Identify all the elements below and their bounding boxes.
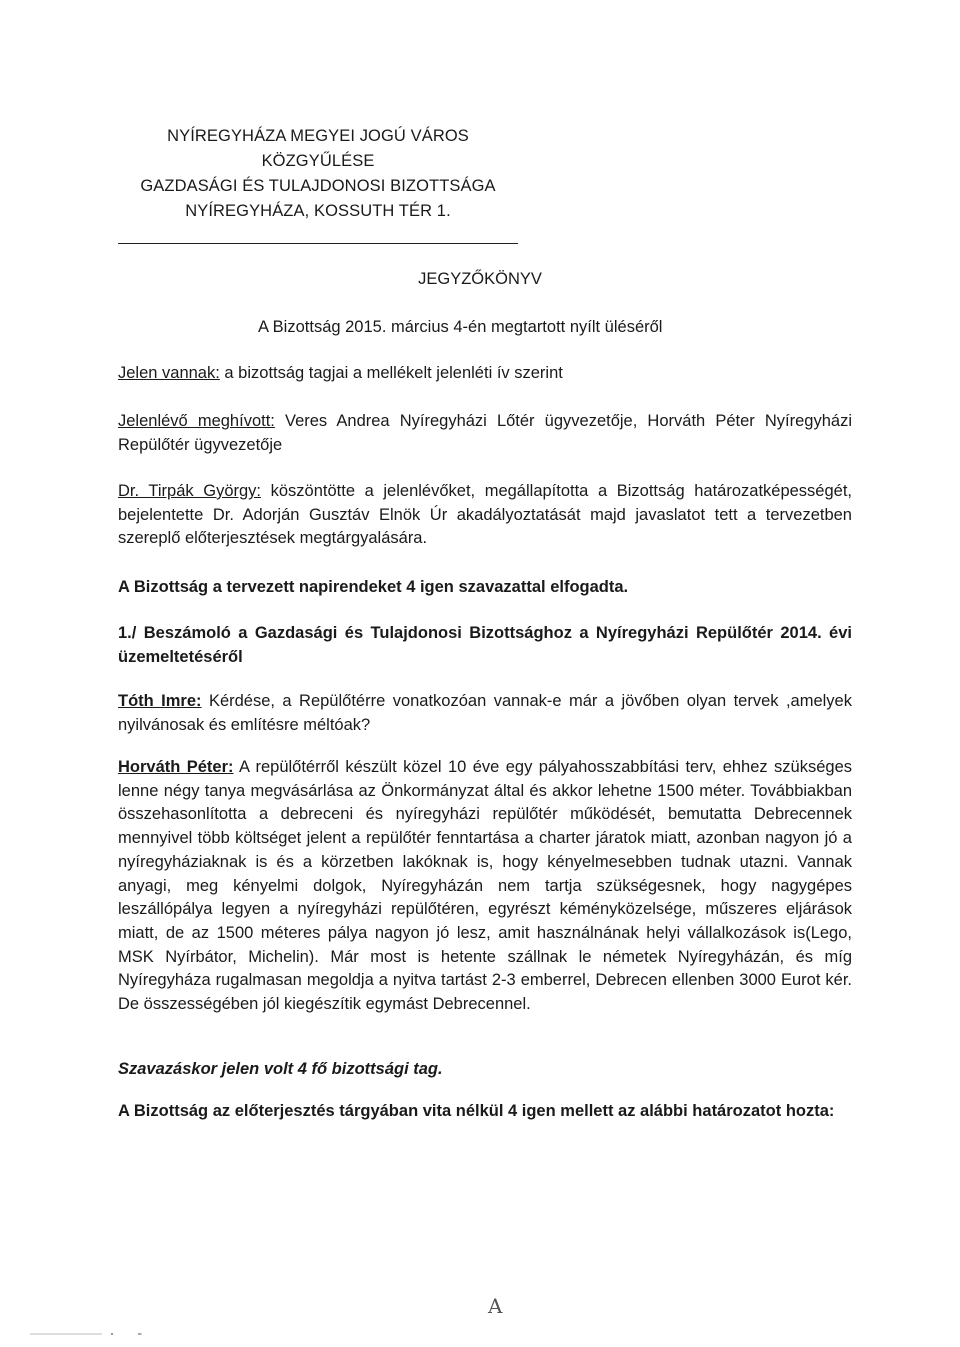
document-header	[118, 124, 518, 224]
page-mark: A	[488, 1294, 503, 1318]
opening-label: Dr. Tirpák György:	[118, 482, 261, 500]
document-subtitle: A Bizottság 2015. március 4-én megtartott nyílt üléséről	[258, 318, 663, 336]
header-rule	[118, 243, 518, 244]
resolution-intro: A Bizottság az előterjesztés tárgyában vita nélkül 4 igen mellett az alábbi határozatot hozta:	[118, 1102, 835, 1120]
voting-present: Szavazáskor jelen volt 4 fő bizottsági tag.	[118, 1060, 443, 1078]
header-line-1: NYÍREGYHÁZA MEGYEI JOGÚ VÁROS	[167, 127, 469, 145]
toth-paragraph	[118, 690, 852, 737]
opening-text: köszöntötte a jelenlévőket, megállapította a Bizottság határozatképességét, bejelentette Dr. Adorján Gusztáv Elnök Úr akadályoztatását majd javaslatot tett a tervezetben szereplő előterjesztések megtárgyalására.	[118, 482, 853, 548]
invited-paragraph	[118, 410, 852, 457]
present-text: a bizottság tagjai a mellékelt jelenléti ív szerint	[219, 364, 563, 382]
invited-label: Jelenlévő meghívott:	[118, 412, 275, 430]
scan-artifact	[30, 1333, 210, 1335]
horvath-paragraph	[118, 756, 852, 1017]
agenda-item-1: 1./ Beszámoló a Gazdasági és Tulajdonosi Bizottsághoz a Nyíregyházi Repülőtér 2014. évi üzemeltetéséről	[118, 624, 852, 666]
present-paragraph	[118, 362, 852, 386]
toth-label: Tóth Imre:	[118, 692, 202, 710]
document-title: JEGYZŐKÖNYV	[418, 270, 542, 288]
header-line-4: NYÍREGYHÁZA, KOSSUTH TÉR 1.	[185, 202, 451, 220]
header-line-3: GAZDASÁGI ÉS TULAJDONOSI BIZOTTSÁGA	[140, 177, 496, 195]
horvath-text: A repülőtérről készült közel 10 éve egy pályahosszabbítási terv, ehhez szükséges lenne négy tanya megvásárlása az Önkormányzat által és akkor lehetne 1500 méter. Továbbiakban összehasonlította a debreceni és nyíregyházi repülőtér működését, bemutatta Debrecennek mennyivel több költséget jelent a repülőtér fenntartása a charter járatok miatt, azonban nagyon jó a nyíregyháziaknak is és a körzetben lakóknak is, hogy kényelmesebben tudnak utazni. Vannak anyagi, meg kényelmi dolgok, Nyíregyházán nem tartja szükségesnek, hogy nagygépes leszállópálya legyen a nyíregyházi repülőtéren, egyrészt kéményközelsége, műszeres eljárások miatt, de az 1500 méteres pálya nagyon jó lesz, amit használnának helyi vállalkozások is(Lego, MSK Nyírbátor, Michelin). Már most is hetente szállnak le németek Nyíregyházán, és míg Nyíregyháza rugalmasan megoldja a nyitva tartást 2-3 emberrel, Debrecen ellenben 3000 Eurot kér. De összességében jól kiegészítik egymást Debrecennel.	[118, 758, 852, 1014]
horvath-label: Horváth Péter:	[118, 758, 234, 776]
agenda-vote: A Bizottság a tervezett napirendeket 4 igen szavazattal elfogadta.	[118, 578, 629, 596]
invited-text: Veres Andrea Nyíregyházi Lőtér ügyvezetője, Horváth Péter Nyíregyházi Repülőtér ügyvezetője	[118, 412, 852, 454]
opening-paragraph	[118, 480, 852, 551]
toth-text: Kérdése, a Repülőtérre vonatkozóan vannak-e már a jövőben olyan tervek ,amelyek nyilvánosak és említésre méltóak?	[118, 692, 852, 734]
header-line-2: KÖZGYŰLÉSE	[261, 152, 375, 170]
present-label: Jelen vannak:	[118, 364, 220, 382]
